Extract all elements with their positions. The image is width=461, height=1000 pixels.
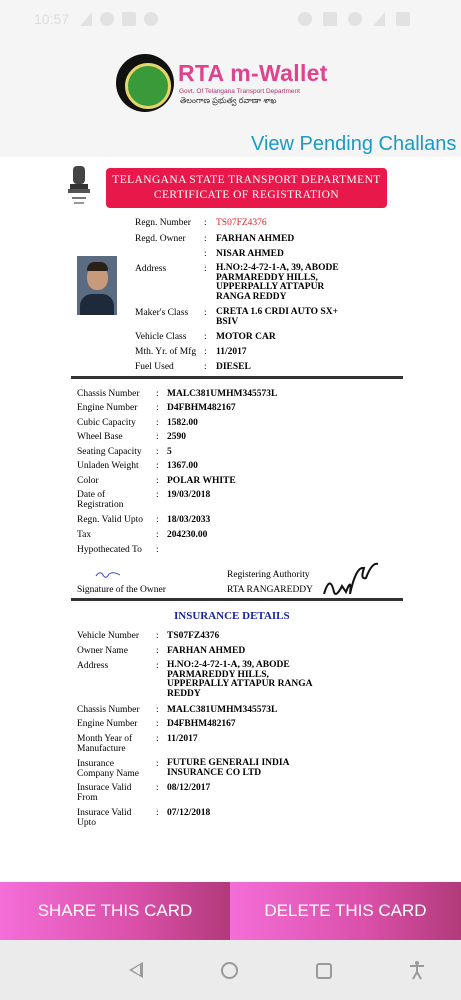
field-label: Mth. Yr. of Mfg [135, 347, 197, 357]
tax-value: 204230.00 [167, 530, 208, 540]
field-label: Engine Number [77, 719, 138, 729]
section-divider [71, 376, 403, 379]
address-value: H.NO:2-4-72-1-A, 39, ABODE PARMAREDDY HILLS, UPPERPALLY ATTAPUR RANGA REDDY [216, 263, 339, 302]
app-icon [144, 12, 158, 26]
message-icon [122, 12, 136, 26]
wifi-icon [348, 12, 362, 26]
insurance-address-value: H.NO:2-4-72-1-A, 39, ABODE PARMAREDDY HILLS, UPPERPALLY ATTAPUR RANGA REDDY [167, 660, 313, 699]
share-card-button[interactable]: SHARE THIS CARD [0, 882, 230, 940]
vehicle-class-value: MOTOR CAR [216, 332, 276, 342]
unladen-weight-value: 1367.00 [167, 461, 198, 471]
app-telugu-subtitle: తెలంగాణ ప్రభుత్వ రవాణా శాఖ [180, 96, 277, 105]
field-label: Unladen Weight [77, 461, 139, 471]
registering-authority-label: Registering Authority [227, 570, 310, 580]
insurance-company-value: FUTURE GENERALI INDIA INSURANCE CO LTD [167, 758, 290, 778]
telangana-logo-icon [116, 54, 174, 112]
cubic-capacity-value: 1582.00 [167, 418, 198, 428]
regn-valid-upto-value: 18/03/2033 [167, 515, 211, 525]
status-bar [0, 0, 461, 40]
registering-authority-value: RTA RANGAREDDY [227, 585, 314, 595]
signal-icon [373, 12, 385, 26]
field-label: Fuel Used [135, 362, 174, 372]
insurance-vehicle-number-value: TS07FZ4376 [167, 631, 220, 641]
vibrate-icon [323, 12, 337, 26]
field-label: Maker's Class [135, 308, 189, 318]
insurance-valid-upto-value: 07/12/2018 [167, 808, 211, 818]
status-time: 10:57 [34, 11, 70, 27]
notification-icons [80, 12, 158, 26]
engine-number-value: D4FBHM482167 [167, 403, 236, 413]
field-label: Address [135, 264, 167, 274]
delete-card-button[interactable]: DELETE THIS CARD [230, 882, 461, 940]
owner-signature-label: Signature of the Owner [77, 585, 166, 595]
field-label: Regd. Owner [135, 234, 186, 244]
insurance-month-year-value: 11/2017 [167, 734, 198, 744]
section-divider [71, 598, 403, 601]
seating-capacity-value: 5 [167, 447, 172, 457]
field-label: Insurance Company Name [77, 759, 140, 779]
field-label: Owner Name [77, 646, 128, 656]
field-label: Hypothecated To [77, 545, 142, 555]
field-label: Seating Capacity [77, 447, 142, 457]
field-label: Chassis Number [77, 389, 140, 399]
field-label: Vehicle Class [135, 332, 187, 342]
regn-number-value: TS07FZ4376 [216, 218, 267, 228]
registration-card: TELANGANA STATE TRANSPORT DEPARTMENT CERTIFICATE OF REGISTRATION Regn. Number : TS07FZ4376 Regd. Owner : FARHAN AHMED : NISAR AHMED Address : H.NO:2-4-72-1-A, 39, ABODE PARMAREDDY HILLS, UPPERPALLY ATTAPUR RANGA REDDY Maker's Class : CRETA 1.6 CRDI AUTO SX+ BSIV Vehicle Class : MOTOR CAR Mth. Yr. of Mfg : 11/2017 Fuel Used : DIESEL Chassis Number : MALC381UMHM345573L Engine Number : D4FBHM482167 Cubic Capacity : 1582.00 Wheel Base : 2590 Seating Capacity : 5 Unladen Weight : 1367.00 Color : POLAR WHITE Date of Registration : 19/03/2018 Regn. Valid Upto : 18/03/2033 Tax : 204230.00 Hypothecated To : Signature of the Owner Registering Authority RTA RANGAREDDY INSURANCE DETAILS Vehicle Number : TS07FZ4376 Owner Name : FARHAN AHMED Address : H.NO:2-4-72-1-A, 39, ABODE PARMAREDDY HILLS, UPPERPALLY ATTAPUR RANGA REDDY Chassis Number : MALC381UMHM345573L Engine Number : D4FBHM482167 Month Year of Manufacture : 11/2017 Insurance Company Name : FUTURE GENERALI INDIA INSURANCE CO LTD Insurace Valid From : 08/12/2017 Insurace Valid Upto : 07/12/2018 [0, 157, 461, 882]
field-label: Regn. Valid Upto [77, 515, 144, 525]
field-label: Vehicle Number [77, 631, 139, 641]
insurance-details-title: INSURANCE DETAILS [174, 610, 290, 622]
field-label: Insurace Valid Upto [77, 808, 132, 828]
field-label: Chassis Number [77, 705, 140, 715]
accessibility-icon[interactable] [408, 960, 426, 980]
home-icon[interactable] [221, 962, 238, 979]
department-banner [106, 168, 387, 208]
field-label: Color [77, 476, 99, 486]
system-icons [298, 12, 410, 26]
field-label: Engine Number [77, 403, 138, 413]
battery-icon [396, 12, 410, 26]
authority-signature-icon [320, 556, 380, 600]
system-nav-bar [0, 940, 461, 1000]
makers-class-value: CRETA 1.6 CRDI AUTO SX+ BSIV [216, 307, 338, 327]
field-label: Wheel Base [77, 432, 123, 442]
department-name: TELANGANA STATE TRANSPORT DEPARTMENT [112, 174, 381, 186]
field-label: Month Year of Manufacture [77, 734, 133, 754]
insurance-chassis-number-value: MALC381UMHM345573L [167, 705, 278, 715]
field-label: Regn. Number [135, 218, 191, 228]
field-label: Cubic Capacity [77, 418, 136, 428]
field-label: Address [77, 661, 109, 671]
national-emblem-icon [64, 164, 94, 208]
mfg-year-value: 11/2017 [216, 347, 247, 357]
date-of-registration-value: 19/03/2018 [167, 490, 211, 500]
father-name-value: NISAR AHMED [216, 249, 284, 259]
app-header [0, 40, 461, 157]
field-label: Insurace Valid From [77, 783, 132, 803]
wheel-base-value: 2590 [167, 432, 186, 442]
recent-apps-icon[interactable] [316, 963, 332, 979]
field-label: Tax [77, 530, 92, 540]
insurance-owner-name-value: FARHAN AHMED [167, 646, 246, 656]
view-pending-challans-link[interactable]: View Pending Challans [251, 133, 457, 155]
chassis-number-value: MALC381UMHM345573L [167, 389, 278, 399]
owner-photo [77, 256, 117, 315]
notification-icon [100, 12, 114, 26]
alarm-icon [298, 12, 312, 26]
send-icon [80, 12, 92, 26]
insurance-valid-from-value: 08/12/2017 [167, 783, 211, 793]
back-icon[interactable] [129, 962, 143, 978]
app-subtitle: Govt. Of Telangana Transport Department [179, 88, 300, 95]
field-label: Date of Registration [77, 490, 124, 510]
certificate-title: CERTIFICATE OF REGISTRATION [153, 189, 340, 201]
regd-owner-value: FARHAN AHMED [216, 234, 295, 244]
owner-signature-icon [95, 569, 121, 579]
app-title: RTA m-Wallet [178, 60, 328, 86]
insurance-engine-number-value: D4FBHM482167 [167, 719, 236, 729]
fuel-used-value: DIESEL [216, 362, 251, 372]
color-value: POLAR WHITE [167, 476, 236, 486]
